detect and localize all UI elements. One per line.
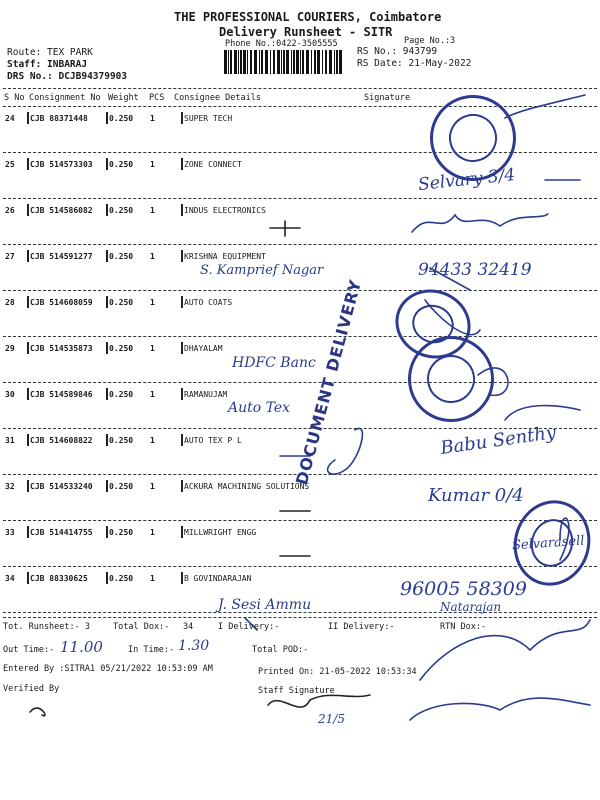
signature-row-27-name: S. Kamprief Nagar	[200, 263, 324, 278]
staff-signature-stroke	[268, 695, 370, 707]
col-signature: Signature	[364, 93, 411, 103]
total-runsheet: Tot. Runsheet:- 3	[3, 622, 90, 632]
row-weight: 0.250	[109, 528, 134, 537]
verified-signature-stroke	[30, 708, 45, 716]
row-sno: 33	[5, 528, 15, 537]
row-consignment-no: CJB 88371448	[30, 114, 88, 123]
row-consignee: AUTO TEX P L	[184, 436, 242, 445]
row-weight: 0.250	[109, 298, 134, 307]
row-consignment-no: CJB 514573303	[30, 160, 93, 169]
document-delivery-stamp: DOCUMENT DELIVERY	[292, 277, 366, 487]
i-delivery: I Delivery:-	[218, 622, 280, 632]
signature-row-33: Selvarasell	[511, 533, 585, 554]
signature-row-27-phone: 94433 32419	[418, 260, 532, 280]
col-weight: Weight	[108, 93, 139, 103]
row-pcs: 1	[150, 160, 155, 169]
row-pcs: 1	[150, 528, 155, 537]
row-pcs: 1	[150, 344, 155, 353]
total-dox-label: Total Dox:-	[113, 622, 170, 632]
out-time-value: 11.00	[60, 638, 103, 656]
row-pcs: 1	[150, 482, 155, 491]
signature-row-30: Auto Tex	[228, 400, 291, 416]
row-sno: 30	[5, 390, 15, 399]
row-weight: 0.250	[109, 436, 134, 445]
row-consignee: DHAYALAM	[184, 344, 223, 353]
row-pcs: 1	[150, 298, 155, 307]
col-consignment: Consignment No	[29, 93, 101, 103]
row-consignment-no: CJB 514608059	[30, 298, 93, 307]
mark-row-26	[270, 221, 300, 236]
row-consignment-no: CJB 514414755	[30, 528, 93, 537]
row-pcs: 1	[150, 390, 155, 399]
row-consignee: INDUS ELECTRONICS	[184, 206, 266, 215]
row-consignment-no: CJB 514589846	[30, 390, 93, 399]
document-title: Delivery Runsheet - SITR	[219, 25, 393, 39]
rs-date: RS Date: 21-May-2022	[357, 58, 472, 69]
row-pcs: 1	[150, 574, 155, 583]
total-pod-label: Total POD:-	[252, 645, 309, 655]
col-sno: S No	[4, 93, 25, 103]
signature-row-34-phone: 96005 58309	[400, 578, 527, 600]
entered-by: Entered By :SITRA1 05/21/2022 10:53:09 AM	[3, 664, 213, 674]
row-consignee: ACKURA MACHINING SOLUTIONS	[184, 482, 310, 491]
row-weight: 0.250	[109, 160, 134, 169]
row-weight: 0.250	[109, 482, 134, 491]
row-pcs: 1	[150, 436, 155, 445]
company-title: THE PROFESSIONAL COURIERS, Coimbatore	[174, 10, 442, 24]
row-sno: 32	[5, 482, 15, 491]
ii-delivery: II Delivery:-	[328, 622, 395, 632]
row-consignment-no: CJB 514591277	[30, 252, 93, 261]
total-dox-value: 34	[183, 622, 194, 632]
in-time-value: 1.30	[178, 638, 210, 654]
row-consignee: MILLWRIGHT ENGG	[184, 528, 257, 537]
row-sno: 29	[5, 344, 15, 353]
staff-signature-date: 21/5	[318, 712, 345, 726]
rtn-dox: RTN Dox:-	[440, 622, 487, 632]
footer-rule	[3, 617, 597, 618]
signature-row-34-name: J. Sesi Ammu	[218, 597, 312, 613]
row-weight: 0.250	[109, 344, 134, 353]
printed-on: Printed On: 21-05-2022 10:53:34	[258, 667, 417, 677]
row-consignment-no: CJB 88330625	[30, 574, 88, 583]
row-consignee: ZONE CONNECT	[184, 160, 242, 169]
row-sno: 24	[5, 114, 15, 123]
page-number: Page No.:3	[404, 36, 456, 46]
row-sno: 27	[5, 252, 15, 261]
verified-by-label: Verified By	[3, 684, 60, 694]
row-consignee: SUPER TECH	[184, 114, 233, 123]
route-label: Route: TEX PARK	[7, 47, 93, 58]
col-consignee: Consignee Details	[174, 93, 261, 103]
drs-number: DRS No.: DCJB94379903	[7, 71, 128, 82]
signature-row-32: Kumar 0/4	[428, 485, 524, 506]
in-time-label: In Time:-	[128, 645, 175, 655]
col-pcs: PCS	[149, 93, 165, 103]
row-sno: 31	[5, 436, 15, 445]
row-consignee: B GOVINDARAJAN	[184, 574, 252, 583]
phone-number: Phone No.:0422-3505555	[225, 39, 338, 49]
row-consignment-no: CJB 514608822	[30, 436, 93, 445]
row-pcs: 1	[150, 206, 155, 215]
out-time-label: Out Time:-	[3, 645, 55, 655]
signature-row-29: HDFC Banc	[232, 355, 316, 371]
row-sno: 34	[5, 574, 15, 583]
row-weight: 0.250	[109, 114, 134, 123]
row-consignee: RAMANUJAM	[184, 390, 228, 399]
row-consignment-no: CJB 514586082	[30, 206, 93, 215]
row-weight: 0.250	[109, 574, 134, 583]
row-consignment-no: CJB 514535873	[30, 344, 93, 353]
row-weight: 0.250	[109, 206, 134, 215]
signature-row-31: Babu Senthy	[439, 422, 558, 459]
signature-row-34-name2: Natarajan	[440, 600, 502, 614]
row-consignee: KRISHNA EQUIPMENT	[184, 252, 266, 261]
staff-label: Staff: INBARAJ	[7, 59, 88, 70]
row-pcs: 1	[150, 114, 155, 123]
row-weight: 0.250	[109, 252, 134, 261]
row-consignee: AUTO COATS	[184, 298, 233, 307]
rs-number: RS No.: 943799	[357, 46, 438, 57]
signature-row-25: Selvary 3/4	[417, 164, 517, 196]
row-sno: 25	[5, 160, 15, 169]
staff-signature-label: Staff Signature	[258, 686, 335, 696]
row-sno: 26	[5, 206, 15, 215]
row-consignment-no: CJB 514533240	[30, 482, 93, 491]
row-sno: 28	[5, 298, 15, 307]
row-weight: 0.250	[109, 390, 134, 399]
row-pcs: 1	[150, 252, 155, 261]
stroke-row-24	[505, 95, 585, 118]
